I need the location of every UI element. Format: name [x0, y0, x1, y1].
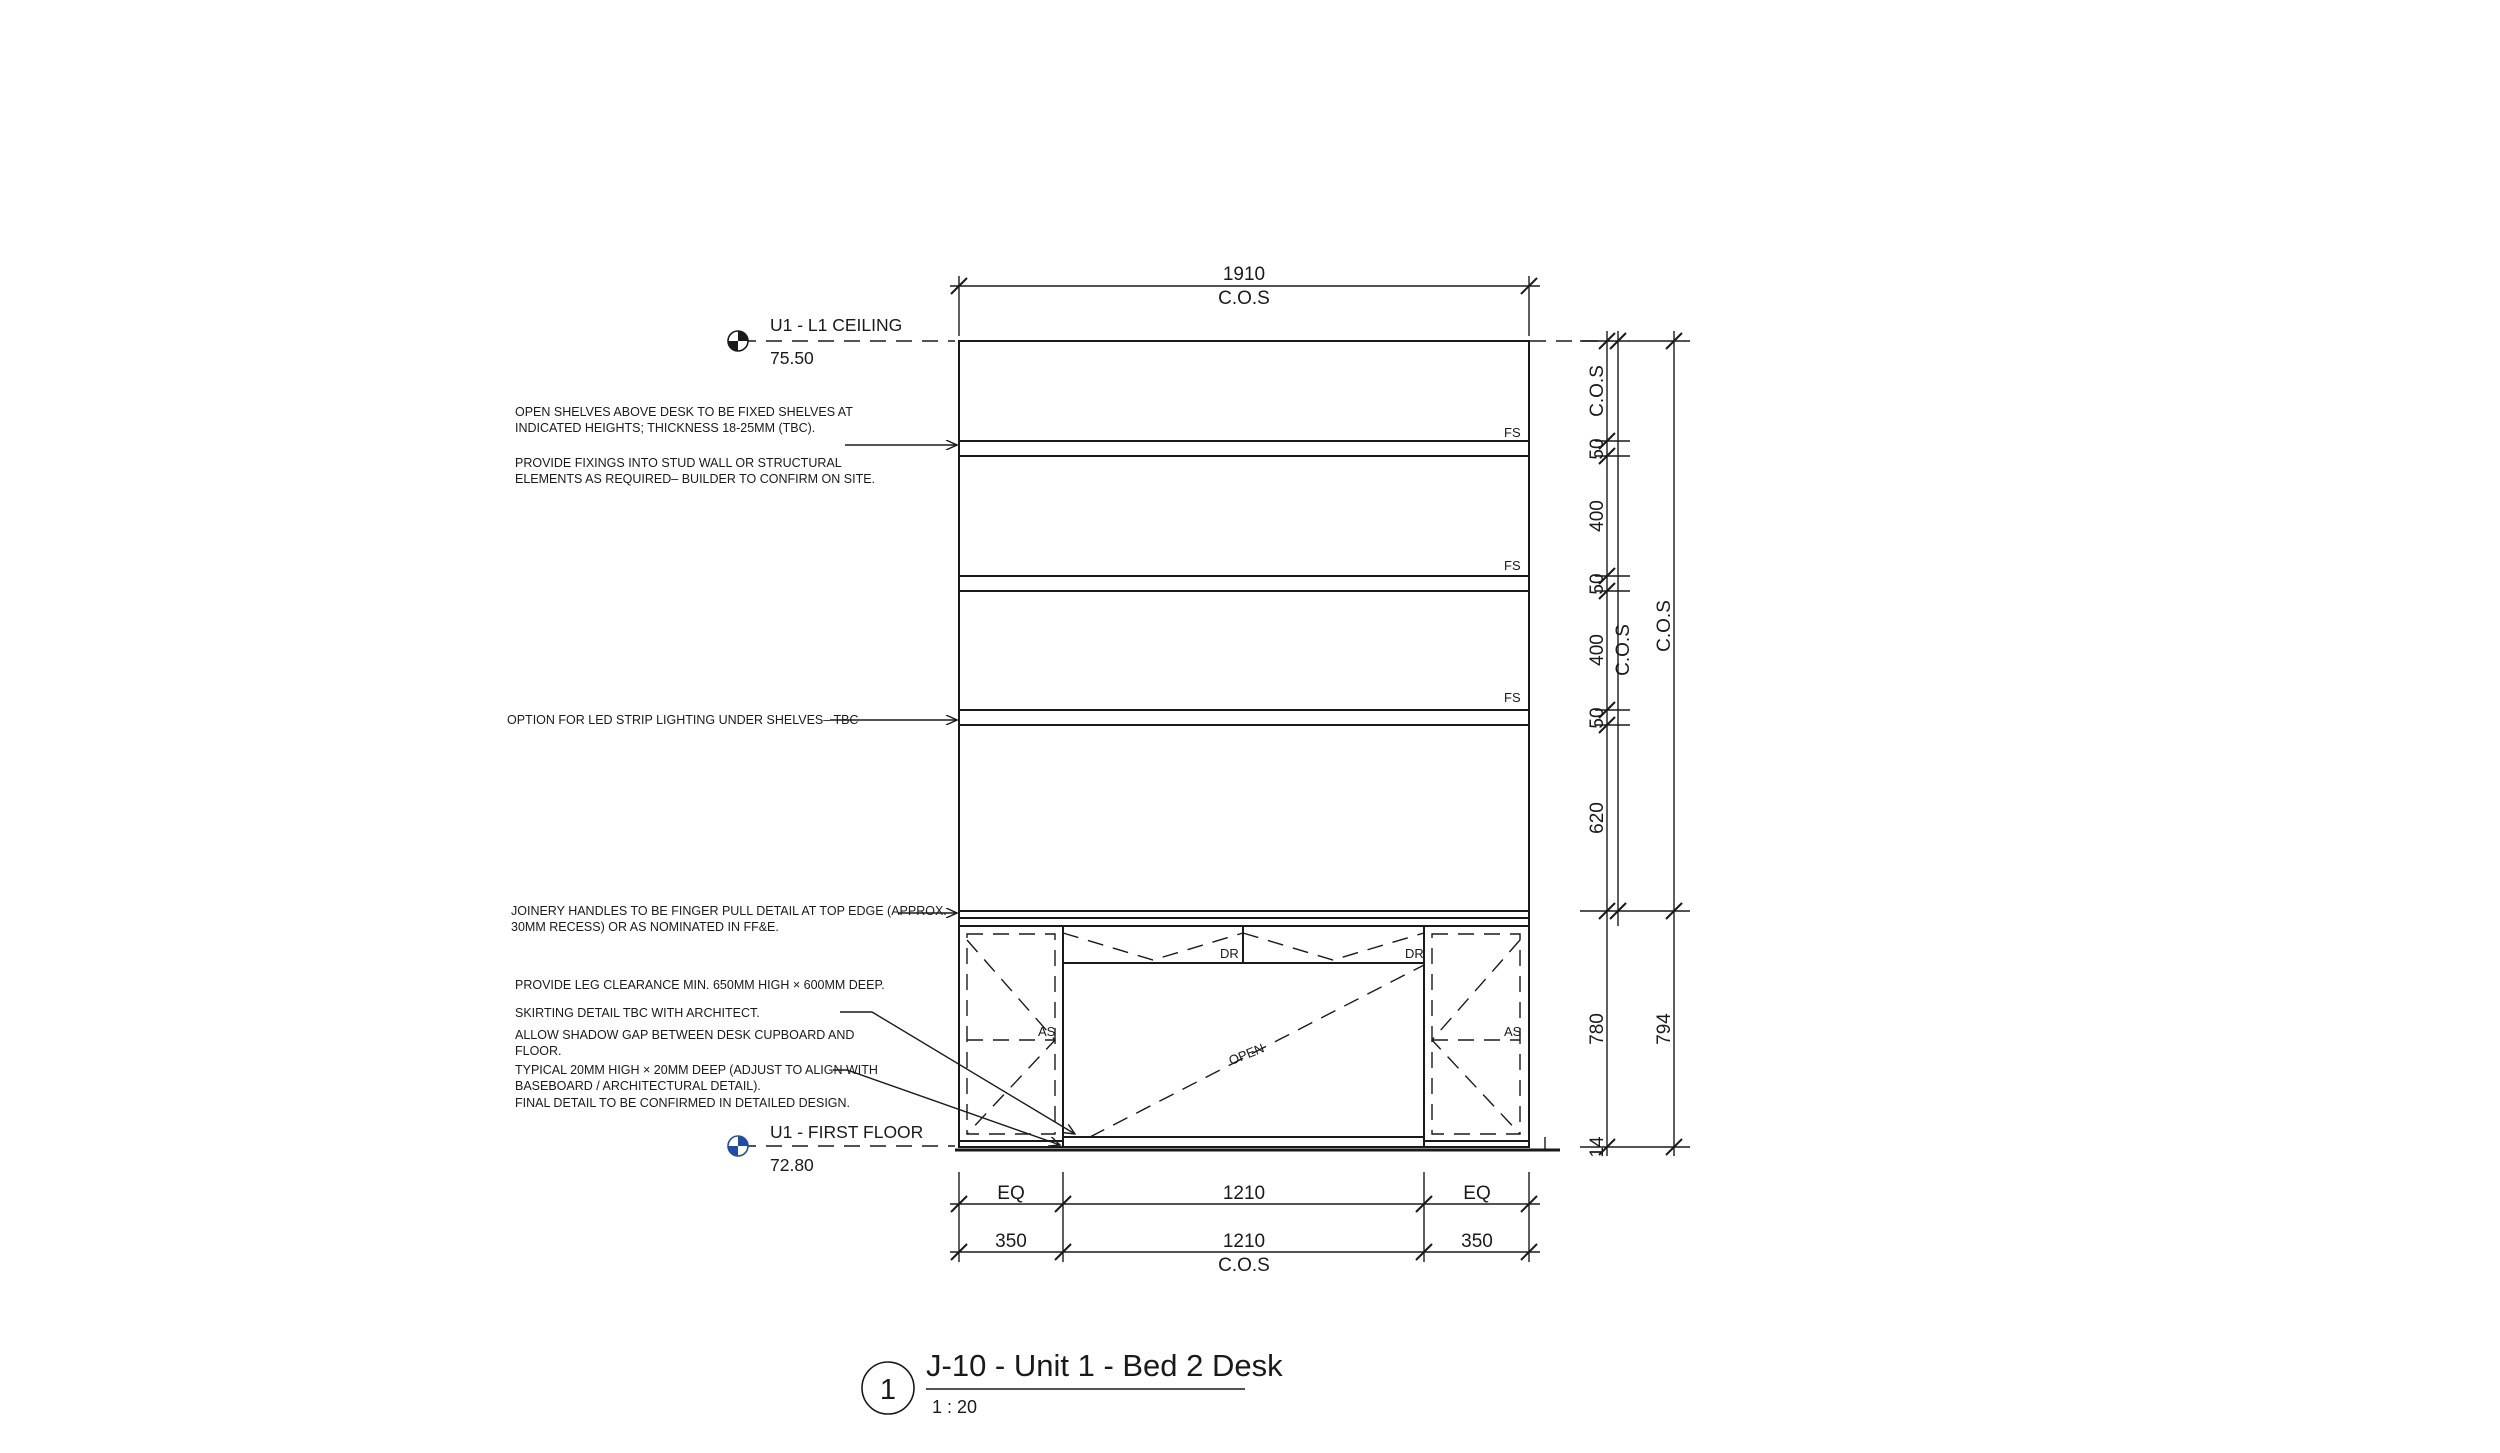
note-shelves-line2: INDICATED HEIGHTS; THICKNESS 18-25MM (TBC).: [515, 421, 816, 435]
bottom-dim-1210-row2: 1210: [1222, 1231, 1266, 1252]
note-shadow-line3: TYPICAL 20MM HIGH × 20MM DEEP (ADJUST TO ALIGN WITH: [515, 1063, 878, 1077]
bottom-dim-350-right: 350: [1461, 1231, 1493, 1252]
bottom-dim-eq-right: EQ: [1463, 1183, 1491, 1204]
tag-as-2: AS: [1504, 1024, 1522, 1039]
tag-open: OPEN: [1226, 1040, 1267, 1069]
level-ceiling-elevation: 75.50: [770, 348, 814, 368]
view-title: [862, 1348, 1283, 1417]
tag-fs-3: FS: [1504, 690, 1521, 705]
tag-dr-2: DR: [1405, 946, 1424, 961]
level-floor-name: U1 - FIRST FLOOR: [770, 1122, 924, 1142]
note-shelves-line1: OPEN SHELVES ABOVE DESK TO BE FIXED SHELVES AT: [515, 405, 853, 419]
bottom-dim-eq-left: EQ: [997, 1183, 1025, 1204]
level-floor-elevation: 72.80: [770, 1155, 814, 1175]
note-shadow-line5: FINAL DETAIL TO BE CONFIRMED IN DETAILED DESIGN.: [515, 1096, 851, 1110]
note-skirting: SKIRTING DETAIL TBC WITH ARCHITECT.: [515, 1006, 760, 1020]
right-dim-cos-outer: C.O.S: [1654, 600, 1675, 652]
right-dim-50-1: 50: [1587, 438, 1608, 460]
note-handles-line1: JOINERY HANDLES TO BE FINGER PULL DETAIL AT TOP EDGE (APPROX.: [511, 904, 947, 918]
bottom-dim-1210-row1: 1210: [1222, 1183, 1266, 1204]
right-dim-50-3: 50: [1587, 707, 1608, 729]
tag-fs-1: FS: [1504, 425, 1521, 440]
top-dim-label: C.O.S: [1218, 288, 1270, 309]
right-dim-cos-middle: C.O.S: [1613, 624, 1634, 676]
level-first-floor: [728, 1122, 955, 1175]
level-ceiling-name: U1 - L1 CEILING: [770, 315, 903, 335]
note-fixings-line2: ELEMENTS AS REQUIRED– BUILDER TO CONFIRM ON SITE.: [515, 472, 876, 486]
note-shadow-line1: ALLOW SHADOW GAP BETWEEN DESK CUPBOARD AND: [515, 1028, 855, 1042]
bottom-dim-350-left: 350: [995, 1231, 1027, 1252]
top-dim-value: 1910: [1222, 264, 1266, 285]
annotation-notes: [507, 405, 1075, 1145]
note-led: OPTION FOR LED STRIP LIGHTING UNDER SHELVES– TBC: [507, 713, 859, 727]
tag-as-1: AS: [1038, 1024, 1056, 1039]
top-dimension: [950, 264, 1540, 336]
right-dim-400-2: 400: [1587, 634, 1608, 666]
right-dimensions: [1580, 331, 1690, 1158]
right-dim-780: 780: [1587, 1013, 1608, 1045]
right-dim-14: 14: [1587, 1136, 1608, 1158]
note-shadow-line4: BASEBOARD / ARCHITECTURAL DETAIL).: [515, 1079, 761, 1093]
note-fixings-line1: PROVIDE FIXINGS INTO STUD WALL OR STRUCTURAL: [515, 456, 842, 470]
note-shadow-line2: FLOOR.: [515, 1044, 562, 1058]
bottom-dim-label: C.O.S: [1218, 1255, 1270, 1276]
right-dim-cos-top: C.O.S: [1587, 365, 1608, 417]
note-leg-clearance: PROVIDE LEG CLEARANCE MIN. 650MM HIGH × 600MM DEEP.: [515, 978, 885, 992]
right-dim-50-2: 50: [1587, 573, 1608, 595]
right-dim-794: 794: [1654, 1013, 1675, 1045]
note-handles-line2: 30MM RECESS) OR AS NOMINATED IN FF&E.: [511, 920, 779, 934]
view-number: 1: [879, 1374, 897, 1406]
tag-dr-1: DR: [1220, 946, 1239, 961]
view-title-text: J-10 - Unit 1 - Bed 2 Desk: [926, 1348, 1283, 1383]
bottom-dimensions: [950, 1172, 1540, 1276]
right-dim-620: 620: [1587, 802, 1608, 834]
right-dim-400-1: 400: [1587, 500, 1608, 532]
tag-fs-2: FS: [1504, 558, 1521, 573]
view-scale: 1 : 20: [932, 1397, 978, 1417]
